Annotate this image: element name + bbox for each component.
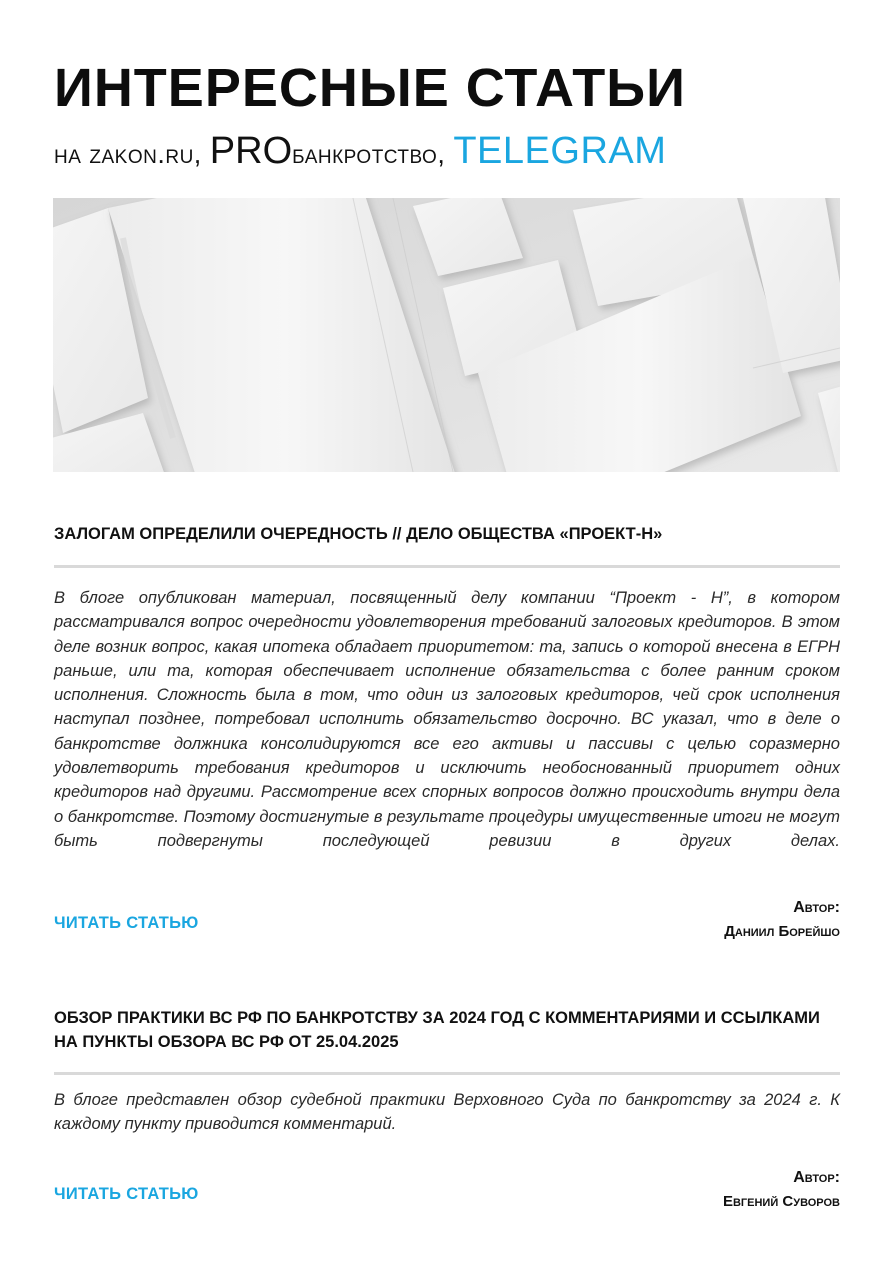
article-1-body: В блоге опубликован материал, посвященный делу компании “Проект - Н”, в котором рассматривался вопрос очередности удовлетворения требований залоговых кредиторов. В этом деле возник вопрос, какая ипотека обладает приоритетом: та, запись о которой внесена в ЕГРН раньше, или та, которая обеспечивает исполнение обязательства с более ранним сроком исполнения. Сложность была в том, что один из залоговых кредиторов, чей срок исполнения наступал позднее, потребовал исполнить обязательство досрочно. ВС указал, что в деле о банкротстве должника консолидируются все его активы и пассивы с целью соразмерно удовлетворить требования кредиторов и исключить необоснованный приоритет одних кредиторов над другими. Рассмотрение всех спорных вопросов должно происходить внутри дела о банкротстве. Поэтому достигнутые в результате процедуры имущественные итоги не могут быть подвергнуты последующей ревизии в других делах. <box>54 589 840 850</box>
page-subtitle <box>54 128 666 182</box>
article-1-divider <box>54 565 840 568</box>
page-title: ИНТЕРЕСНЫЕ СТАТЬИ <box>54 58 686 118</box>
article-2-read-link[interactable]: ЧИТАТЬ СТАТЬЮ <box>54 1185 199 1203</box>
article-2-author-label: Автор: <box>793 1169 840 1186</box>
article-1-title: ЗАЛОГАМ ОПРЕДЕЛИЛИ ОЧЕРЕДНОСТЬ // ДЕЛО ОБЩЕСТВА «ПРОЕКТ-Н» <box>54 525 663 543</box>
article-2-title: ОБЗОР ПРАКТИКИ ВС РФ ПО БАНКРОТСТВУ ЗА 2024 ГОД С КОММЕНТАРИЯМИ И ССЫЛКАМИ НА ПУНКТЫ ОБЗОРА ВС РФ ОТ 25.04.2025 <box>54 1009 820 1051</box>
article-1-author-label: Автор: <box>793 899 840 916</box>
subtitle-pro: PRO <box>209 130 293 172</box>
subtitle-bankruptcy: банкротство, <box>292 139 454 169</box>
subtitle-telegram: TELEGRAM <box>453 130 667 172</box>
paper-mockup-illustration <box>53 198 840 472</box>
article-1-read-link[interactable]: ЧИТАТЬ СТАТЬЮ <box>54 914 199 932</box>
article-1-author-name: Даниил Борейшо <box>724 923 840 940</box>
subtitle-zakon: на zakon.ru, <box>54 139 210 169</box>
hero-image <box>53 198 840 472</box>
article-2-body: В блоге представлен обзор судебной практики Верховного Суда по банкротству за 2024 г. К каждому пункту приводится комментарий. <box>54 1091 840 1134</box>
article-2-divider <box>54 1072 840 1075</box>
article-2-author-name: Евгений Суворов <box>722 1193 840 1210</box>
